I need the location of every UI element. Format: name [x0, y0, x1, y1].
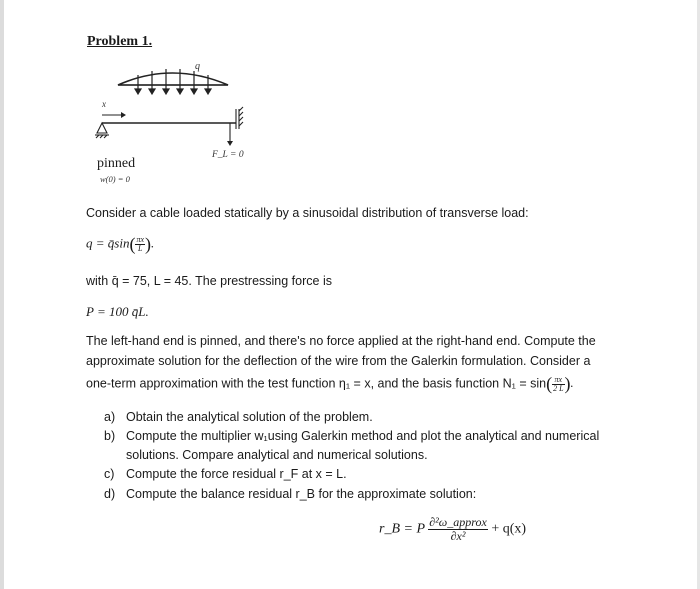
end-force-label: F_L = 0: [212, 150, 244, 160]
paragraph-line-1: The left-hand end is pinned, and there's no force applied at the right-hand end. Compute the: [86, 334, 596, 348]
support-label: pinned: [97, 156, 136, 171]
right-end-support: [236, 107, 243, 129]
boundary-condition-label: w(0) = 0: [100, 174, 130, 184]
load-distribution-curve: [118, 73, 228, 85]
list-item-continuation: solutions. Compare analytical and numerical solutions.: [126, 448, 428, 462]
residual-equation: r_B = P $\frac{\text{∂²ω\_approx}}{\text{∂x²}}$ + q(x): [379, 515, 527, 543]
paragraph-line-2: approximate solution for the deflection of the wire from the Galerkin formulation. Consider a: [86, 354, 591, 368]
page-left-edge: [0, 0, 4, 589]
load-eq-fraction: $\frac{\pi x}{L}$: [136, 235, 145, 253]
load-label: q: [195, 61, 200, 72]
list-item: d) Compute the balance residual r_B for the approximate solution:: [104, 487, 477, 501]
load-eq-lhs: q = q̄sin: [86, 235, 130, 251]
load-equation: q = q̄sin( $\frac{\pi x}{L}$ ).: [86, 234, 155, 254]
axis-label: x: [102, 99, 106, 109]
residual-fraction: $\frac{\text{∂²ω\_approx}}{\text{∂x²}}$: [429, 515, 487, 543]
cable-load-figure: [80, 55, 280, 195]
pinned-support: [95, 123, 109, 138]
parameters-text: with q̄ = 75, L = 45. The prestressing force is: [86, 274, 332, 288]
paragraph-line-3: one-term approximation with the test function η₁ = x, and the basis function N₁ = sin( $\frac{\pi x}{2 L}$ ).: [86, 374, 574, 394]
basis-fraction: $\frac{\pi x}{2 L}$: [553, 375, 564, 393]
intro-text: Consider a cable loaded statically by a sinusoidal distribution of transverse load:: [86, 206, 529, 220]
problem-title: Problem 1.: [87, 34, 153, 49]
list-item: c) Compute the force residual r_F at x = L.: [104, 467, 347, 481]
list-item: b) Compute the multiplier w₁using Galerkin method and plot the analytical and numerical: [104, 429, 600, 443]
list-item: a) Obtain the analytical solution of the problem.: [104, 410, 373, 424]
prestress-equation: P = 100 q̄L.: [86, 304, 149, 319]
